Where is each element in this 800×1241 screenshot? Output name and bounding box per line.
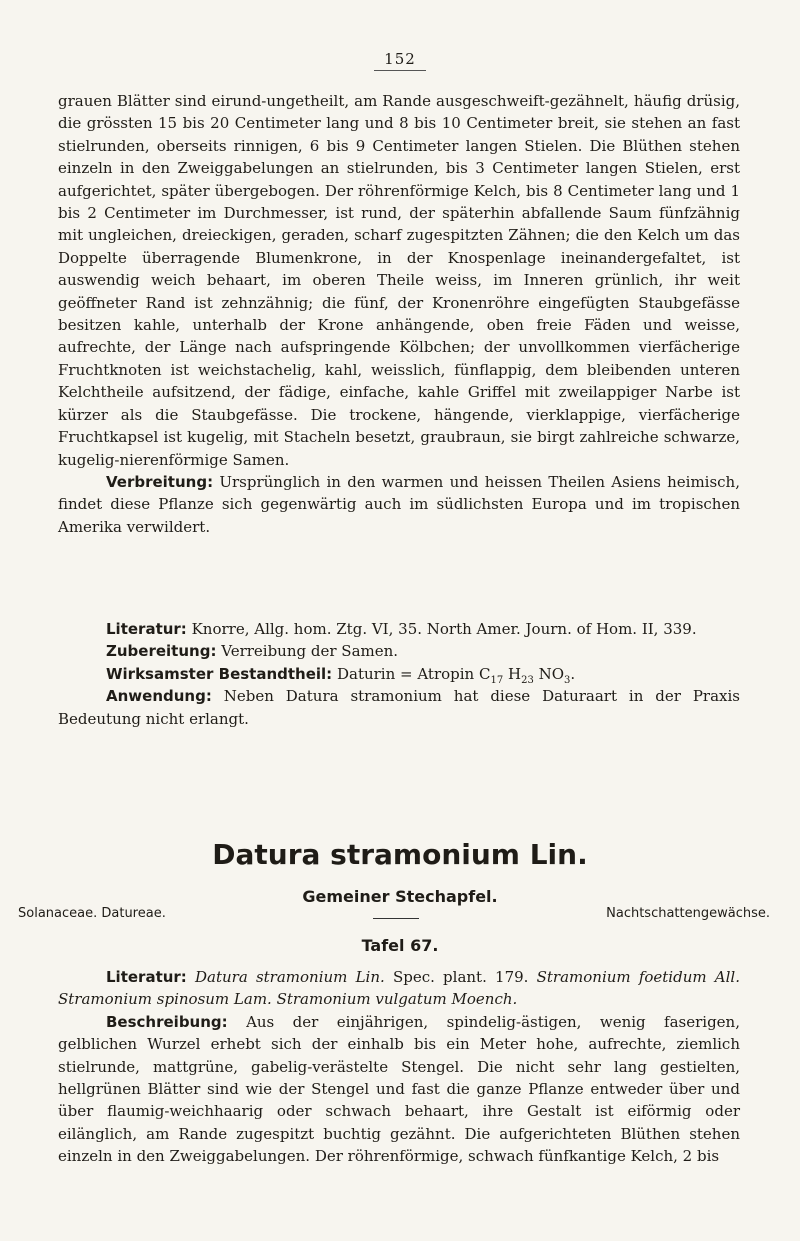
family-german: Nachtschattengewächse. <box>606 906 770 921</box>
remedy-section <box>58 618 740 730</box>
plate-number: Tafel 67. <box>361 936 439 955</box>
anwendung-label: Anwendung: <box>106 687 212 706</box>
anwendung-paragraph <box>58 685 740 730</box>
literatur-label: Literatur: <box>106 620 187 638</box>
literatur2-item-1: Datura stramonium Lin. <box>195 968 385 986</box>
beschreibung-label: Beschreibung: <box>106 1012 228 1031</box>
literatur2-label: Literatur: <box>106 968 187 986</box>
verbreitung-paragraph <box>58 471 740 538</box>
formula-sub-o: 3 <box>564 674 571 686</box>
formula-sub-h: 23 <box>521 674 534 686</box>
literatur2-item-3: Stramonium foetidum All. Stramonium spinosum Lam. Stramonium vulgatum Moench. <box>58 968 740 1009</box>
wirksamster-paragraph <box>58 663 740 685</box>
beschreibung-paragraph <box>58 1011 740 1168</box>
wirksamster-label: Wirksamster Bestandtheil: <box>106 664 333 683</box>
verbreitung-label: Verbreitung: <box>106 472 214 491</box>
anwendung-text: Neben Datura stramonium hat diese Daturaart in der Praxis Bedeutung nicht erlangt. <box>58 687 740 728</box>
formula-end: . <box>570 664 576 683</box>
formula-text: Daturin = Atropin C <box>336 664 491 683</box>
zubereitung-paragraph <box>58 640 740 662</box>
divider-rule <box>373 918 419 919</box>
formula-no: NO <box>538 664 565 683</box>
family-latin: Solanaceae. Datureae. <box>18 906 166 921</box>
description-continued <box>58 90 740 538</box>
literatur-paragraph <box>58 618 740 640</box>
verbreitung-text: Ursprünglich in den warmen und heissen Theilen Asiens heimisch, findet diese Pflanze sich gegenwärtig auch im südlichsten Europa und im tropischen Amerika verwildert. <box>58 472 740 536</box>
literatur-text: Knorre, Allg. hom. Ztg. VI, 35. North Amer. Journ. of Hom. II, 339. <box>191 620 697 638</box>
literatur2-item-2: Spec. plant. 179. <box>384 968 537 986</box>
page-number: 152 <box>0 50 800 71</box>
description-paragraph: grauen Blätter sind eirund-ungetheilt, am Rande ausgeschweift-gezähnelt, häufig drüsig, die grössten 15 bis 20 Centimeter lang und 8 bis 10 Centimeter breit, sie stehen an fast stielrunden, oberseits rinnigen, 6 bis 9 Centimeter langen Stielen. Die Blüthen stehen einzeln in den Zweiggabelungen an stielrunden, bis 3 Centimeter langen Stielen, erst aufgerichtet, später übergebogen. Der röhrenförmige Kelch, bis 8 Centimeter lang und 1 bis 2 Centimeter im Durchmesser, ist rund, der späterhin abfallende Saum fünfzähnig mit ungleichen, dreieckigen, geraden, scharf zugespitzten Zähnen; die den Kelch um das Doppelte überragende Blumenkrone, in der Knospenlage ineinandergefaltet, ist auswendig weich behaart, im oberen Theile weiss, im Inneren grünlich, ihr weit geöffneter Rand ist zehnzähnig; die fünf, der Kronenröhre eingefügten Staubgefässe besitzen kahle, unterhalb der Krone anhängende, oben freie Fäden und weisse, aufrechte, der Länge nach aufspringende Kölbchen; der unvollkommen vierfächerige Fruchtknoten ist weichstachelig, kahl, weisslich, fünflappig, dem bleibenden unteren Kelchtheile aufsitzend, der fädige, einfache, kahle Griffel mit zweilappiger Narbe ist kürzer als die Staubgefässe. Die trockene, hängende, vierklappige, vierfächerige Fruchtkapsel ist kugelig, mit Stacheln besetzt, graubraun, sie birgt zahlreiche schwarze, kugelig-nierenförmige Samen. <box>58 92 740 469</box>
formula-sub-c: 17 <box>490 674 504 686</box>
species-section <box>58 966 740 1168</box>
species-title: Datura stramonium Lin. <box>212 838 588 871</box>
literatur2-paragraph <box>58 966 740 1011</box>
zubereitung-label: Zubereitung: <box>106 642 217 661</box>
species-common-name: Gemeiner Stechapfel. <box>302 887 498 906</box>
beschreibung-text: Aus der einjährigen, spindelig-ästigen, wenig faserigen, gelblichen Wurzel erhebt sich der einhalb bis ein Meter hohe, aufrechte, ziemlich stielrunde, mattgrüne, gabelig-verästelte Stengel. Die nicht sehr lang gestielten, hellgrünen Blätter sind wie der Stengel und fast die ganze Pflanze entweder über und über flaumig-weichhaarig oder schwach behaart, ihre Gestalt ist eiförmig oder eilänglich, am Rande zugespitzt buchtig gezähnt. Die aufgerichteten Blüthen stehen einzeln in den Zweiggabelungen. Der röhrenförmige, schwach fünfkantige Kelch, 2 bis <box>58 1012 740 1166</box>
formula-h: H <box>507 664 522 683</box>
zubereitung-text: Verreibung der Samen. <box>221 642 399 661</box>
